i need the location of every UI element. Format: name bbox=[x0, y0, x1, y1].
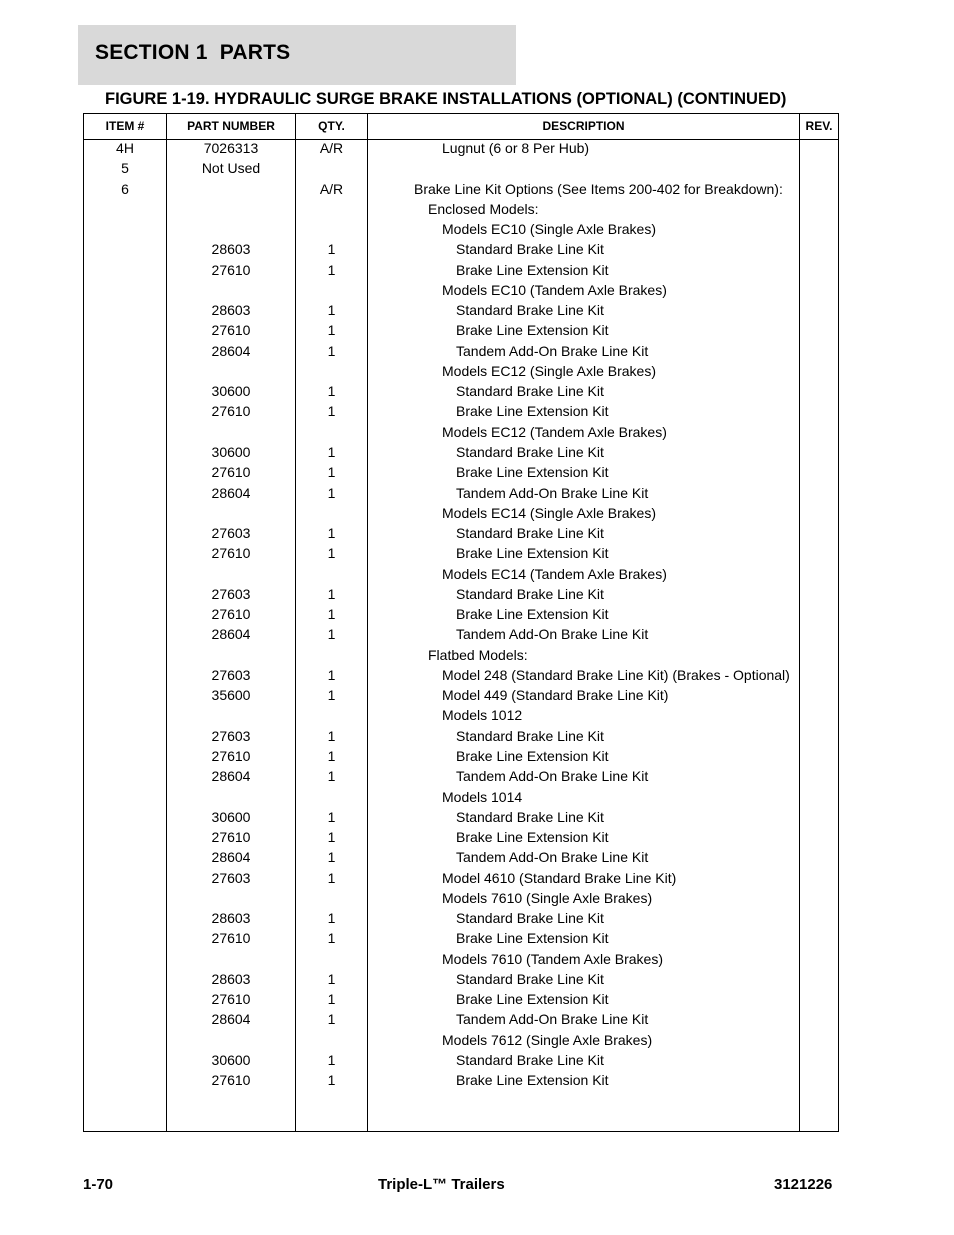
qty-cell: 1 bbox=[327, 403, 336, 420]
description-cell: Tandem Add-On Brake Line Kit bbox=[456, 626, 649, 643]
qty-cell: 1 bbox=[327, 910, 336, 927]
description-cell: Tandem Add-On Brake Line Kit bbox=[456, 768, 649, 785]
table-row bbox=[0, 280, 954, 300]
description-cell: Brake Line Extension Kit bbox=[456, 1072, 609, 1089]
table-row bbox=[0, 320, 954, 340]
part-number-cell: 27610 bbox=[211, 991, 251, 1008]
qty-cell: 1 bbox=[327, 1072, 336, 1089]
footer-title: Triple-L™ Trailers bbox=[378, 1176, 505, 1193]
table-row bbox=[0, 1009, 954, 1029]
description-cell: Models 7612 (Single Axle Brakes) bbox=[442, 1031, 653, 1048]
description-cell: Models EC12 (Tandem Axle Brakes) bbox=[442, 423, 667, 440]
qty-cell: 1 bbox=[327, 747, 336, 764]
table-row bbox=[0, 462, 954, 482]
table-row bbox=[0, 381, 954, 401]
qty-cell: 1 bbox=[327, 464, 336, 481]
table-row bbox=[0, 239, 954, 259]
part-number-cell: Not Used bbox=[201, 160, 261, 177]
part-number-cell: 27603 bbox=[211, 869, 251, 886]
part-number-cell: 27603 bbox=[211, 666, 251, 683]
qty-cell: 1 bbox=[327, 302, 336, 319]
table-row bbox=[0, 179, 954, 199]
qty-cell: 1 bbox=[327, 849, 336, 866]
table-row bbox=[0, 685, 954, 705]
qty-cell: 1 bbox=[327, 869, 336, 886]
table-row bbox=[0, 523, 954, 543]
part-number-cell: 30600 bbox=[211, 808, 251, 825]
qty-cell: 1 bbox=[327, 342, 336, 359]
table-row bbox=[0, 401, 954, 421]
part-number-cell: 28603 bbox=[211, 910, 251, 927]
qty-cell: 1 bbox=[327, 443, 336, 460]
part-number-cell: 28604 bbox=[211, 484, 251, 501]
description-cell: Brake Line Extension Kit bbox=[456, 261, 609, 278]
description-cell: Models 1012 bbox=[442, 707, 523, 724]
footer-page-number: 1-70 bbox=[83, 1176, 114, 1193]
table-row bbox=[0, 746, 954, 766]
table-row bbox=[0, 503, 954, 523]
table-row bbox=[0, 422, 954, 442]
table-row bbox=[0, 1070, 954, 1090]
item-cell: 5 bbox=[121, 160, 129, 177]
table-row bbox=[0, 868, 954, 888]
description-cell: Brake Line Extension Kit bbox=[456, 829, 609, 846]
table-row bbox=[0, 604, 954, 624]
description-cell: Tandem Add-On Brake Line Kit bbox=[456, 1011, 649, 1028]
table-row bbox=[0, 219, 954, 239]
qty-cell: 1 bbox=[327, 525, 336, 542]
description-cell: Standard Brake Line Kit bbox=[456, 383, 604, 400]
header-rev: REV. bbox=[805, 119, 833, 133]
qty-cell: 1 bbox=[327, 727, 336, 744]
table-row bbox=[0, 888, 954, 908]
table-row bbox=[0, 766, 954, 786]
qty-cell: 1 bbox=[327, 1051, 336, 1068]
table-row bbox=[0, 361, 954, 381]
header-part-number: PART NUMBER bbox=[187, 119, 275, 133]
part-number-cell: 27610 bbox=[211, 545, 251, 562]
qty-cell: 1 bbox=[327, 585, 336, 602]
part-number-cell: 30600 bbox=[211, 383, 251, 400]
header-item: ITEM # bbox=[105, 119, 145, 133]
qty-cell: 1 bbox=[327, 970, 336, 987]
description-cell: Standard Brake Line Kit bbox=[456, 910, 604, 927]
table-row bbox=[0, 260, 954, 280]
qty-cell: 1 bbox=[327, 687, 336, 704]
table-row bbox=[0, 564, 954, 584]
description-cell: Standard Brake Line Kit bbox=[456, 443, 604, 460]
description-cell: Tandem Add-On Brake Line Kit bbox=[456, 342, 649, 359]
part-number-cell: 35600 bbox=[211, 687, 251, 704]
qty-cell: 1 bbox=[327, 808, 336, 825]
part-number-cell: 7026313 bbox=[203, 140, 259, 156]
qty-cell: 1 bbox=[327, 606, 336, 623]
description-cell: Model 248 (Standard Brake Line Kit) (Brakes - Optional) bbox=[442, 666, 790, 683]
header-description: DESCRIPTION bbox=[542, 119, 625, 133]
table-row bbox=[0, 442, 954, 462]
part-number-cell: 30600 bbox=[211, 1051, 251, 1068]
table-row bbox=[0, 705, 954, 725]
description-cell: Enclosed Models: bbox=[428, 200, 539, 217]
table-row bbox=[0, 807, 954, 827]
qty-cell: 1 bbox=[327, 991, 336, 1008]
description-cell: Brake Line Extension Kit bbox=[456, 403, 609, 420]
part-number-cell: 28603 bbox=[211, 970, 251, 987]
header-qty: QTY. bbox=[318, 119, 345, 133]
table-row bbox=[0, 645, 954, 665]
table-row bbox=[0, 847, 954, 867]
table-row bbox=[0, 300, 954, 320]
qty-cell: 1 bbox=[327, 930, 336, 947]
description-cell: Tandem Add-On Brake Line Kit bbox=[456, 849, 649, 866]
table-row bbox=[0, 908, 954, 928]
qty-cell: 1 bbox=[327, 322, 336, 339]
description-cell: Flatbed Models: bbox=[428, 646, 528, 663]
table-row bbox=[0, 989, 954, 1009]
description-cell: Standard Brake Line Kit bbox=[456, 525, 604, 542]
table-row bbox=[0, 584, 954, 604]
description-cell: Standard Brake Line Kit bbox=[456, 808, 604, 825]
table-row bbox=[0, 138, 954, 158]
qty-cell: 1 bbox=[327, 261, 336, 278]
table-row bbox=[0, 928, 954, 948]
figure-title: FIGURE 1-19. HYDRAULIC SURGE BRAKE INSTALLATIONS (OPTIONAL) (CONTINUED) bbox=[105, 90, 787, 108]
table-row bbox=[0, 787, 954, 807]
part-number-cell: 28604 bbox=[211, 342, 251, 359]
part-number-cell: 28604 bbox=[211, 1011, 251, 1028]
table-row bbox=[0, 543, 954, 563]
part-number-cell: 28604 bbox=[211, 849, 251, 866]
table-row bbox=[0, 949, 954, 969]
qty-cell: 1 bbox=[327, 666, 336, 683]
part-number-cell: 30600 bbox=[211, 443, 251, 460]
table-body bbox=[0, 138, 954, 1090]
description-cell: Tandem Add-On Brake Line Kit bbox=[456, 484, 649, 501]
part-number-cell: 27610 bbox=[211, 747, 251, 764]
table-row bbox=[0, 158, 954, 178]
description-cell: Brake Line Extension Kit bbox=[456, 991, 609, 1008]
table-row bbox=[0, 341, 954, 361]
part-number-cell: 28603 bbox=[211, 241, 251, 258]
description-cell: Standard Brake Line Kit bbox=[456, 1051, 604, 1068]
qty-cell: 1 bbox=[327, 484, 336, 501]
part-number-cell: 27603 bbox=[211, 525, 251, 542]
description-cell: Lugnut (6 or 8 Per Hub) bbox=[442, 140, 590, 156]
part-number-cell: 28603 bbox=[211, 302, 251, 319]
part-number-cell: 27610 bbox=[211, 930, 251, 947]
part-number-cell: 27603 bbox=[211, 727, 251, 744]
description-cell: Brake Line Kit Options (See Items 200-402 for Breakdown): bbox=[414, 180, 783, 197]
qty-cell: 1 bbox=[327, 626, 336, 643]
description-cell: Models 1014 bbox=[442, 788, 523, 805]
description-cell: Standard Brake Line Kit bbox=[456, 970, 604, 987]
qty-cell: 1 bbox=[327, 241, 336, 258]
description-cell: Models EC12 (Single Axle Brakes) bbox=[442, 362, 656, 379]
description-cell: Models EC14 (Tandem Axle Brakes) bbox=[442, 565, 667, 582]
description-cell: Models EC10 (Single Axle Brakes) bbox=[442, 221, 656, 238]
part-number-cell: 28604 bbox=[211, 768, 251, 785]
description-cell: Models EC14 (Single Axle Brakes) bbox=[442, 504, 656, 521]
qty-cell: 1 bbox=[327, 768, 336, 785]
table-row bbox=[0, 483, 954, 503]
table-row bbox=[0, 726, 954, 746]
table-row bbox=[0, 827, 954, 847]
table-row bbox=[0, 199, 954, 219]
description-cell: Standard Brake Line Kit bbox=[456, 727, 604, 744]
qty-cell: 1 bbox=[327, 383, 336, 400]
part-number-cell: 27610 bbox=[211, 403, 251, 420]
part-number-cell: 27610 bbox=[211, 606, 251, 623]
description-cell: Brake Line Extension Kit bbox=[456, 545, 609, 562]
part-number-cell: 28604 bbox=[211, 626, 251, 643]
part-number-cell: 27610 bbox=[211, 464, 251, 481]
description-cell: Brake Line Extension Kit bbox=[456, 606, 609, 623]
description-cell: Model 449 (Standard Brake Line Kit) bbox=[442, 687, 669, 704]
table-row bbox=[0, 1050, 954, 1070]
qty-cell: 1 bbox=[327, 1011, 336, 1028]
qty-cell: 1 bbox=[327, 829, 336, 846]
description-cell: Standard Brake Line Kit bbox=[456, 241, 604, 258]
item-cell: 6 bbox=[121, 180, 129, 197]
description-cell: Models 7610 (Single Axle Brakes) bbox=[442, 889, 653, 906]
qty-cell: A/R bbox=[319, 140, 344, 156]
description-cell: Model 4610 (Standard Brake Line Kit) bbox=[442, 869, 677, 886]
item-cell: 4H bbox=[116, 140, 134, 156]
qty-cell: A/R bbox=[319, 180, 344, 197]
description-cell: Models EC10 (Tandem Axle Brakes) bbox=[442, 281, 667, 298]
part-number-cell: 27610 bbox=[211, 829, 251, 846]
description-cell: Standard Brake Line Kit bbox=[456, 302, 604, 319]
description-cell: Models 7610 (Tandem Axle Brakes) bbox=[442, 950, 663, 967]
part-number-cell: 27610 bbox=[211, 1072, 251, 1089]
description-cell: Standard Brake Line Kit bbox=[456, 585, 604, 602]
description-cell: Brake Line Extension Kit bbox=[456, 747, 609, 764]
table-row bbox=[0, 1030, 954, 1050]
part-number-cell: 27610 bbox=[211, 261, 251, 278]
part-number-cell: 27610 bbox=[211, 322, 251, 339]
description-cell: Brake Line Extension Kit bbox=[456, 930, 609, 947]
part-number-cell: 27603 bbox=[211, 585, 251, 602]
section-title: SECTION 1 PARTS bbox=[95, 41, 291, 64]
footer-doc-number: 3121226 bbox=[774, 1176, 833, 1193]
table-row bbox=[0, 969, 954, 989]
qty-cell: 1 bbox=[327, 545, 336, 562]
description-cell: Brake Line Extension Kit bbox=[456, 464, 609, 481]
description-cell: Brake Line Extension Kit bbox=[456, 322, 609, 339]
table-row bbox=[0, 624, 954, 644]
table-row bbox=[0, 665, 954, 685]
